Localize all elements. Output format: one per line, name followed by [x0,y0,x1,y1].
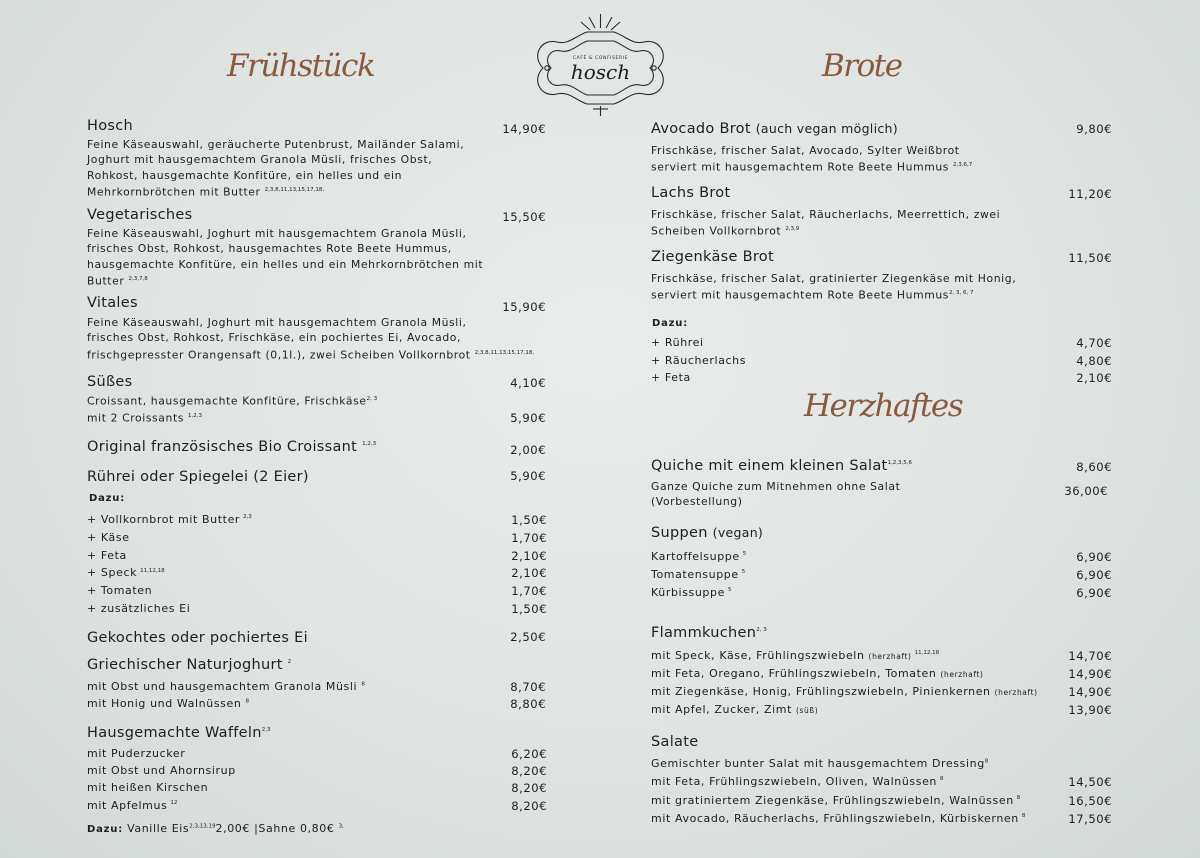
item-quiche-desc: Ganze Quiche zum Mitnehmen ohne Salat (Vorbestellung) [651,480,901,509]
ruehrei-extra-4-price: 2,10€ [511,566,547,581]
item-lachs-desc: Frischkäse, frischer Salat, Räucherlachs, Meerrettich, zwei Scheiben Vollkornbrot $^{2,3,9}$ [651,208,1001,238]
flammkuchen-row-4-price: 13,90€ [1068,703,1112,717]
flammkuchen-row-2 [651,667,1112,685]
ruehrei-extra-3 [87,549,547,567]
item-hosch-desc: Feine Käseauswahl, geräucherte Putenbrust, Mailänder Salami, Joghurt mit hausgemachtem Granola Müsli, frisches Obst, Rohkost, hausgemachte Konfitüre, ein helles und ein Mehrkornbrötchen mit Butter $^{2,3,8,11,13,15,17,18,}$ [87,138,465,199]
logo-name: hosch [570,60,631,84]
ruehrei-extra-6 [87,602,547,620]
brote-extra-2-label: + Räucherlachs [651,353,747,367]
waffeln-row-2 [87,764,547,781]
salate-intro: Gemischter bunter Salat mit hausgemachtem Dressing$^8$ [651,757,989,770]
waffeln-dazu: Dazu: Vanille Eis$^{2,3,13,19}$2,00€ |Sahne 0,80€ $^{3,}$ [87,822,344,835]
item-vitales-desc: Feine Käseauswahl, Joghurt mit hausgemachtem Granola Müsli, frisches Obst, Rohkost, Frischkäse, ein pochiertes Ei, Avocado, frischgepresster Orangensaft (0,1l.), zwei Scheiben Vollkornbrot $^{2,3,8,11,13,15,17,18,}$ [87,316,535,362]
joghurt-row-1-price: 8,70€ [510,680,546,694]
ruehrei-extra-3-price: 2,10€ [511,548,547,563]
hosch-logo [523,12,678,120]
salat-row-2-price: 16,50€ [1068,793,1112,808]
suppe-row-3-label: Kürbissuppe $^5$ [651,586,732,599]
item-hosch-price: 14,90€ [502,122,546,136]
waffeln-row-3-price: 8,20€ [511,781,547,796]
salat-row-1 [651,775,1112,794]
item-quiche-whole-price: 36,00€ [1064,484,1108,498]
ruehrei-extras-list [87,513,547,620]
flammkuchen-row-3 [651,685,1112,703]
waffeln-list [87,747,547,816]
suppe-row-1-price: 6,90€ [1076,550,1112,564]
item-avocado-price: 9,80€ [1076,122,1112,136]
ruehrei-extra-2 [87,531,547,549]
ruehrei-extra-6-label: + zusätzliches Ei [87,601,191,615]
item-gekocht-price: 2,50€ [510,630,546,644]
salat-row-3 [651,812,1112,831]
item-vegetarisch-price: 15,50€ [502,210,546,224]
flammkuchen-row-4 [651,703,1112,721]
brote-extra-3-label: + Feta [651,371,691,384]
item-joghurt-title: Griechischer Naturjoghurt $^2$ [87,657,292,673]
waffeln-row-2-label: mit Obst und Ahornsirup [87,764,236,778]
item-flammkuchen-title: Flammkuchen$^{2, 3}$ [651,625,767,641]
item-vitales-price: 15,90€ [502,300,546,314]
flammkuchen-row-3-label: mit Ziegenkäse, Honig, Frühlingszwiebeln, Pinienkernen (herzhaft) [651,685,1038,698]
salate-list [651,775,1112,831]
item-avocado-desc: Frischkäse, frischer Salat, Avocado, Sylter Weißbrot serviert mit hausgemachtem Rote Beete Hummus $^{2,3,6,7}$ [651,144,973,174]
suppe-row-2-label: Tomatensuppe $^5$ [651,568,746,581]
brote-extra-2 [651,354,1112,372]
waffeln-row-1 [87,747,547,764]
salat-row-3-label: mit Avocado, Räucherlachs, Frühlingszwiebeln, Kürbiskernen $^8$ [651,812,1026,825]
brote-extra-3-price: 2,10€ [1076,371,1112,385]
ruehrei-extra-2-price: 1,70€ [511,530,547,545]
item-suppen-title: Suppen (vegan) [651,525,764,541]
ruehrei-extra-2-label: + Käse [87,530,130,544]
ruehrei-dazu-label: Dazu: [89,493,125,504]
ruehrei-extra-5-label: + Tomaten [87,584,153,598]
brote-extra-3 [651,371,1112,389]
waffeln-row-1-price: 6,20€ [511,747,547,761]
item-lachs-title: Lachs Brot [651,185,731,201]
flammkuchen-row-4-label: mit Apfel, Zucker, Zimt (süß) [651,703,819,716]
brote-extra-1-price: 4,70€ [1076,336,1112,350]
flammkuchen-row-1 [651,649,1112,667]
salat-row-3-price: 17,50€ [1068,812,1112,826]
item-croissant-title: Original französisches Bio Croissant $^{1,2,3}$ [87,439,377,455]
ruehrei-extra-6-price: 1,50€ [511,601,547,616]
heading-herzhaftes: Herzhaftes [804,388,963,424]
waffeln-row-2-price: 8,20€ [511,764,547,779]
ruehrei-extra-5 [87,584,547,602]
item-salate-title: Salate [651,734,699,750]
item-ruehrei-title: Rührei oder Spiegelei (2 Eier) [87,469,309,485]
suppe-row-3-price: 6,90€ [1076,586,1112,600]
salat-row-2-label: mit gratiniertem Ziegenkäse, Frühlingszwiebeln, Walnüssen $^8$ [651,793,1021,807]
suppe-row-2 [651,568,1112,586]
waffeln-row-4 [87,799,547,816]
ruehrei-extra-5-price: 1,70€ [511,584,547,599]
flammkuchen-row-3-price: 14,90€ [1068,685,1112,699]
flammkuchen-row-1-label: mit Speck, Käse, Frühlingszwiebeln (herzhaft) $^{11,12,18}$ [651,649,940,662]
item-vegetarisch-title: Vegetarisches [87,207,193,223]
ruehrei-extra-4 [87,566,547,584]
suppe-row-2-price: 6,90€ [1076,568,1112,582]
ruehrei-extra-4-label: + Speck $^{11,12,18}$ [87,566,165,580]
item-ruehrei-price: 5,90€ [510,469,546,483]
flammkuchen-list [651,649,1112,721]
ruehrei-extra-1-price: 1,50€ [511,513,547,527]
item-suesses-title: Süßes [87,374,133,390]
item-ziege-title: Ziegenkäse Brot [651,249,774,265]
flammkuchen-row-2-label: mit Feta, Oregano, Frühlingszwiebeln, Tomaten (herzhaft) [651,667,984,680]
item-avocado-title: Avocado Brot (auch vegan möglich) [651,121,898,137]
item-ziege-price: 11,50€ [1068,251,1112,265]
item-suesses-two-price: 5,90€ [510,411,546,425]
brote-extra-1-label: + Rührei [651,336,704,349]
heading-brote: Brote [822,48,902,84]
item-vitales-title: Vitales [87,295,138,311]
logo-tagline: CAFÉ & CONFISERIE [572,56,629,61]
item-ziege-desc: Frischkäse, frischer Salat, gratinierter Ziegenkäse mit Honig, serviert mit hausgemachtem Rote Beete Hummus$^{2, 3, 6, 7}$ [651,272,1017,302]
salat-row-1-price: 14,50€ [1068,775,1112,789]
suppe-row-1 [651,550,1112,568]
item-vegetarisch-desc: Feine Käseauswahl, Joghurt mit hausgemachtem Granola Müsli, frisches Obst, Rohkost, hausgemachtes Rote Beete Hummus, hausgemachte Konfitüre, ein helles und ein Mehrkornbrötchen mit Butter $^{2,3,7,8}$ [87,227,484,288]
waffeln-row-4-label: mit Apfelmus $^{12}$ [87,798,178,812]
waffeln-row-1-label: mit Puderzucker [87,747,186,760]
suppe-row-1-label: Kartoffelsuppe $^5$ [651,550,747,563]
ruehrei-extra-3-label: + Feta [87,548,127,562]
joghurt-row-1: mit Obst und hausgemachtem Granola Müsli $^8$ [87,680,365,693]
brote-dazu-label: Dazu: [652,318,688,329]
heading-fruehstueck: Frühstück [227,48,375,84]
ruehrei-extra-1 [87,513,547,531]
salat-row-1-label: mit Feta, Frühlingszwiebeln, Oliven, Walnüssen $^8$ [651,775,944,788]
item-hosch-title: Hosch [87,118,133,134]
item-suesses-desc: Croissant, hausgemachte Konfitüre, Frischkäse$^{2, 3}$ [87,394,378,408]
item-quiche-title: Quiche mit einem kleinen Salat$^{1,2,3,5,6}$ [651,458,913,474]
waffeln-row-3 [87,781,547,798]
suppen-list [651,550,1112,604]
flammkuchen-row-2-price: 14,90€ [1068,667,1112,681]
item-suesses-two: mit 2 Croissants $^{1,2,3}$ [87,411,203,425]
brote-extras-list [651,336,1112,389]
waffeln-row-4-price: 8,20€ [511,798,547,813]
item-quiche-price: 8,60€ [1076,460,1112,474]
item-lachs-price: 11,20€ [1068,187,1112,201]
item-croissant-price: 2,00€ [510,443,546,457]
brote-extra-2-price: 4,80€ [1076,353,1112,368]
ruehrei-extra-1-label: + Vollkornbrot mit Butter $^{2,3}$ [87,513,252,526]
brote-extra-1 [651,336,1112,354]
item-suesses-price: 4,10€ [510,376,546,390]
waffeln-row-3-label: mit heißen Kirschen [87,781,209,795]
flammkuchen-row-1-price: 14,70€ [1068,649,1112,663]
joghurt-row-2-price: 8,80€ [510,697,546,711]
suppe-row-3 [651,586,1112,604]
item-gekocht-title: Gekochtes oder pochiertes Ei [87,630,308,646]
salat-row-2 [651,794,1112,813]
joghurt-row-2: mit Honig und Walnüssen $^8$ [87,697,250,710]
item-waffeln-title: Hausgemachte Waffeln$^{2,3}$ [87,725,271,741]
